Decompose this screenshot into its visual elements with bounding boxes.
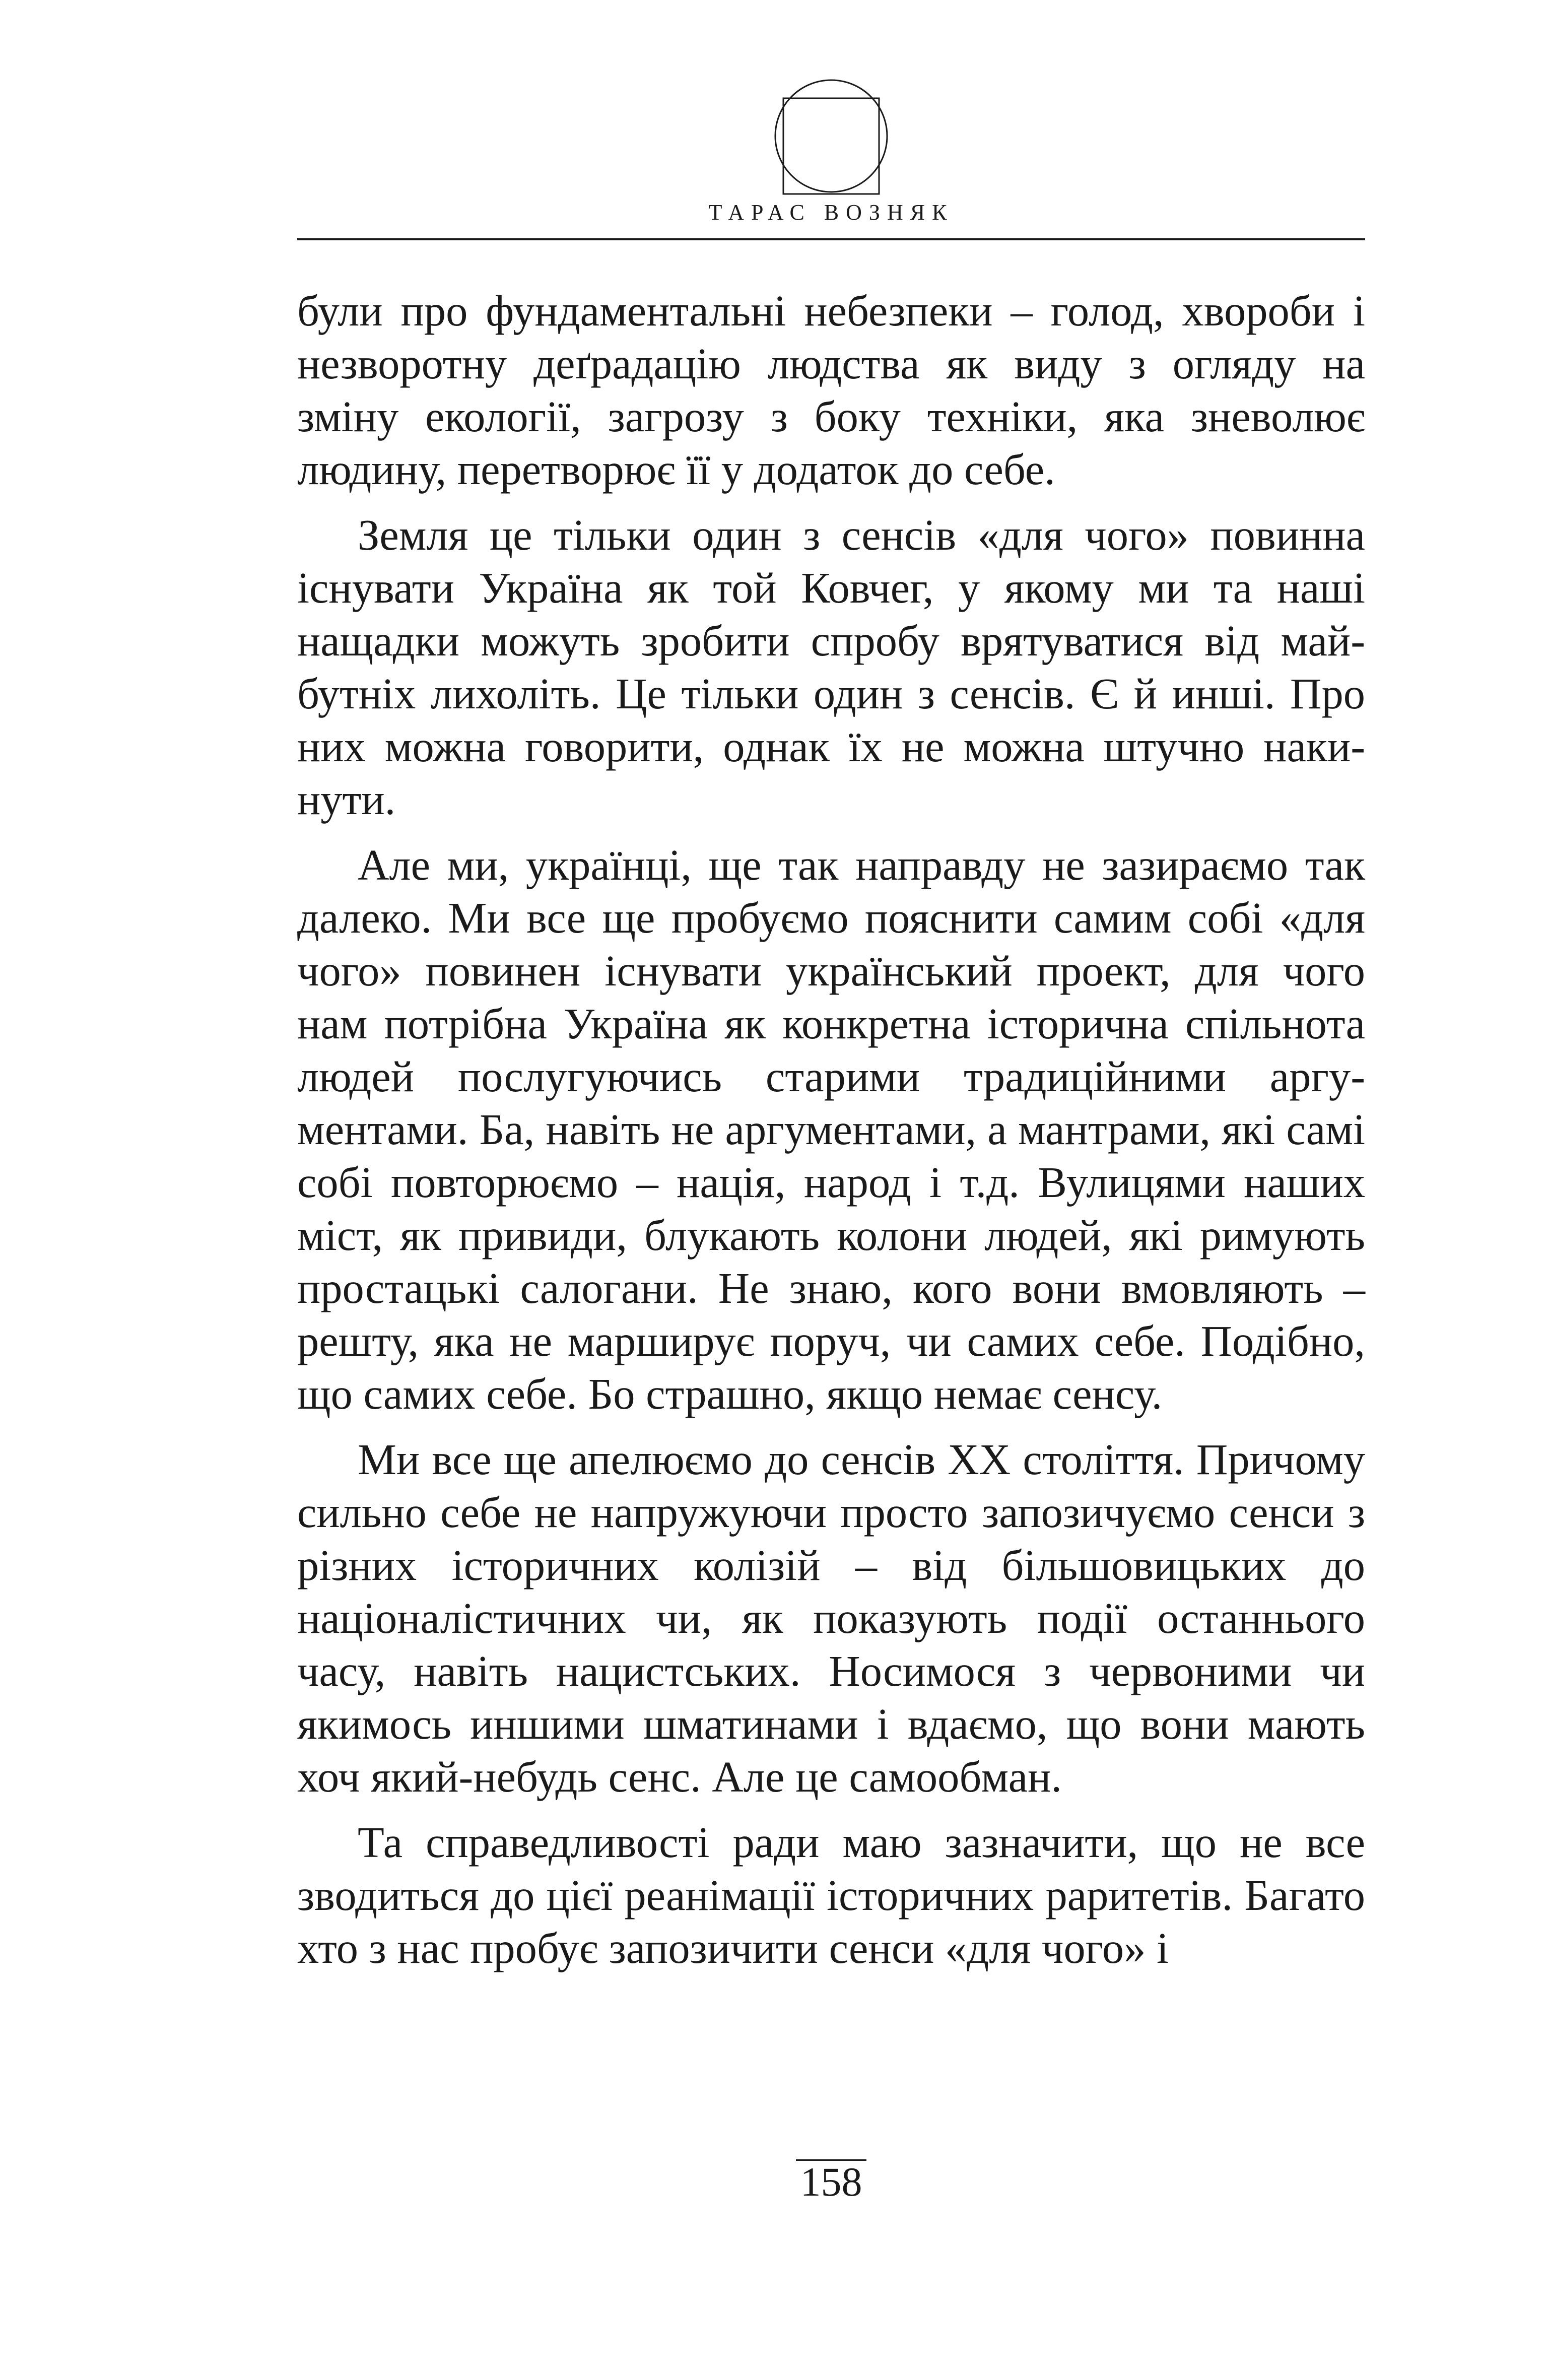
running-head-author: ТАРАС ВОЗНЯК	[708, 200, 954, 225]
paragraph-5: Та справедливості ради маю зазначити, що не все зводиться до цієї реанімації історичних раритетів. Багато хто з нас пробує запозичити сенси «для чого» і	[297, 1818, 1365, 1972]
body-text	[297, 285, 1365, 1975]
header-rule	[297, 238, 1365, 240]
vitruvian-logo-icon	[771, 76, 892, 196]
paragraph-4: Ми все ще апелюємо до сенсів ХХ століття. Причому сильно себе не напружуючи просто запозичуємо сенси з різних історичних колізій – від більшовицьких до націоналістичних чи, як показують події останнього часу, навіть нацистських. Носимося з червоними чи якимось иншими шматинами і вдаємо, що вони мають хоч який-небудь сенс. Але це самообман.	[297, 1435, 1365, 1801]
page-number: 158	[800, 2159, 862, 2205]
paragraph-3: Але ми, українці, ще так направду не зазираємо так далеко. Ми все ще пробуємо пояснити самим собі «для чого» повинен існувати український проект, для чого нам потрібна Україна як конкретна історична спільнота людей послугуючись старими традиційними аргументами. Ба, навіть не аргументами, а мантрами, які самі собі повторюємо – нація, народ і т.д. Вулицями наших міст, як привиди, блукають колони людей, які римують простацькі салогани. Не знаю, кого вони вмовляють – решту, яка не марширує поруч, чи самих себе. Подібно, що самих себе. Бо страшно, якщо немає сенсу.	[297, 841, 1365, 1418]
paragraph-2: Земля це тільки один з сенсів «для чого» повинна існувати Україна як той Ковчег, у якому ми та наші нащадки можуть зробити спробу врятуватися від майбутніх лихоліть. Це тільки один з сенсів. Є й инші. Про них можна говорити, однак їх не можна штучно накинути.	[297, 511, 1365, 824]
paragraph-1: були про фундаментальні небезпеки – голод, хвороби і незворотну деґрадацію людства як виду з огляду на зміну екології, загрозу з боку техніки, яка зневолює людину, перетворює її у додаток до себе.	[297, 287, 1365, 494]
